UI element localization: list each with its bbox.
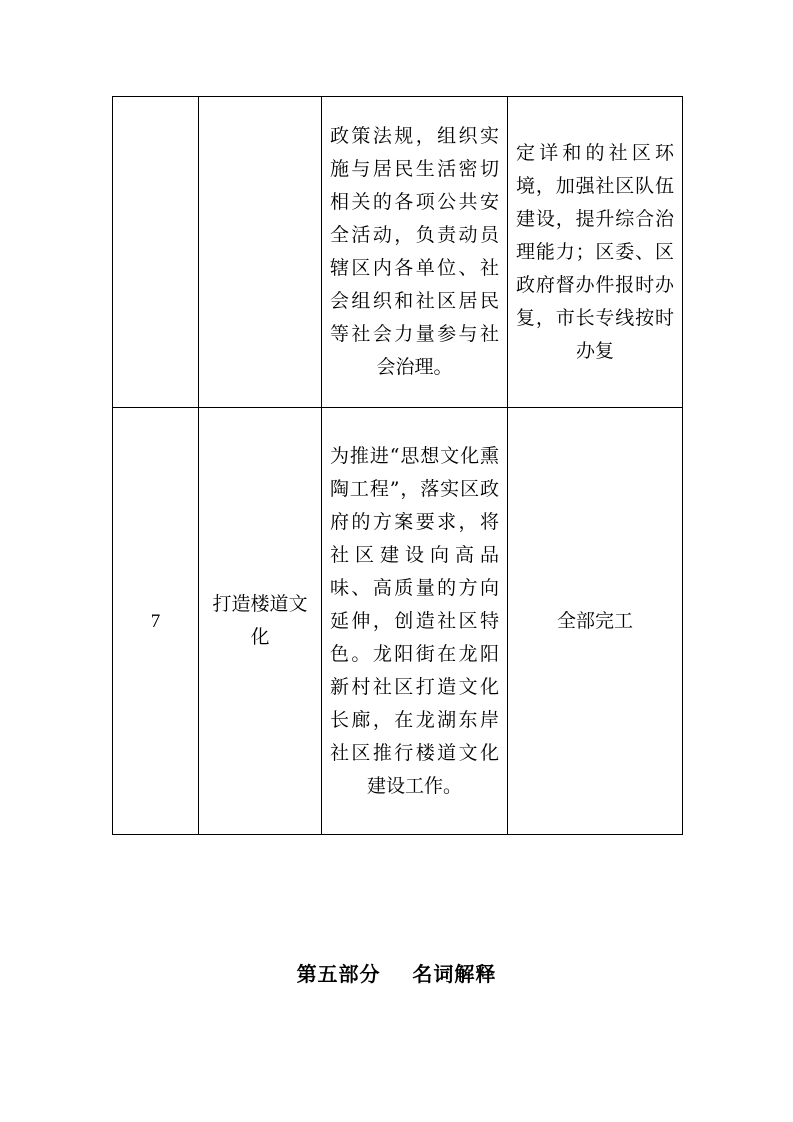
project-name: 打造楼道文化: [212, 593, 308, 648]
project-name: [199, 248, 321, 256]
project-cell: [199, 408, 322, 835]
work-content: 政策法规，组织实施与居民生活密切相关的各项公共安全活动，负责动员辖区内各单位、社会组织和社区居民等社会力量参与社会治理。: [330, 125, 499, 378]
project-cell: [199, 97, 322, 408]
work-content: 为推进“思想文化熏陶工程”，落实区政府的方案要求，将社区建设向高品味、高质量的方向延伸，创造社区特色。龙阳街在龙阳新村社区打造文化长廊，在龙湖东岸社区推行楼道文化建设工作。: [330, 444, 499, 797]
section-heading: 第五部分 名词解释: [296, 962, 497, 986]
work-items-table: [112, 96, 683, 835]
status-cell: [508, 97, 683, 408]
table-row: [113, 408, 683, 835]
completion-status: 全部完工: [556, 609, 633, 632]
content-cell: [322, 97, 508, 408]
completion-status: 定详和的社区环境，加强社区队伍建设，提升综合治理能力；区委、区政府督办件报时办复，市长专线按时办复: [516, 141, 674, 362]
table-row: [113, 97, 683, 408]
row-index: 7: [150, 610, 161, 632]
content-cell: [322, 408, 508, 835]
index-cell: [113, 97, 199, 408]
status-cell: [508, 408, 683, 835]
index-cell: [113, 408, 199, 835]
